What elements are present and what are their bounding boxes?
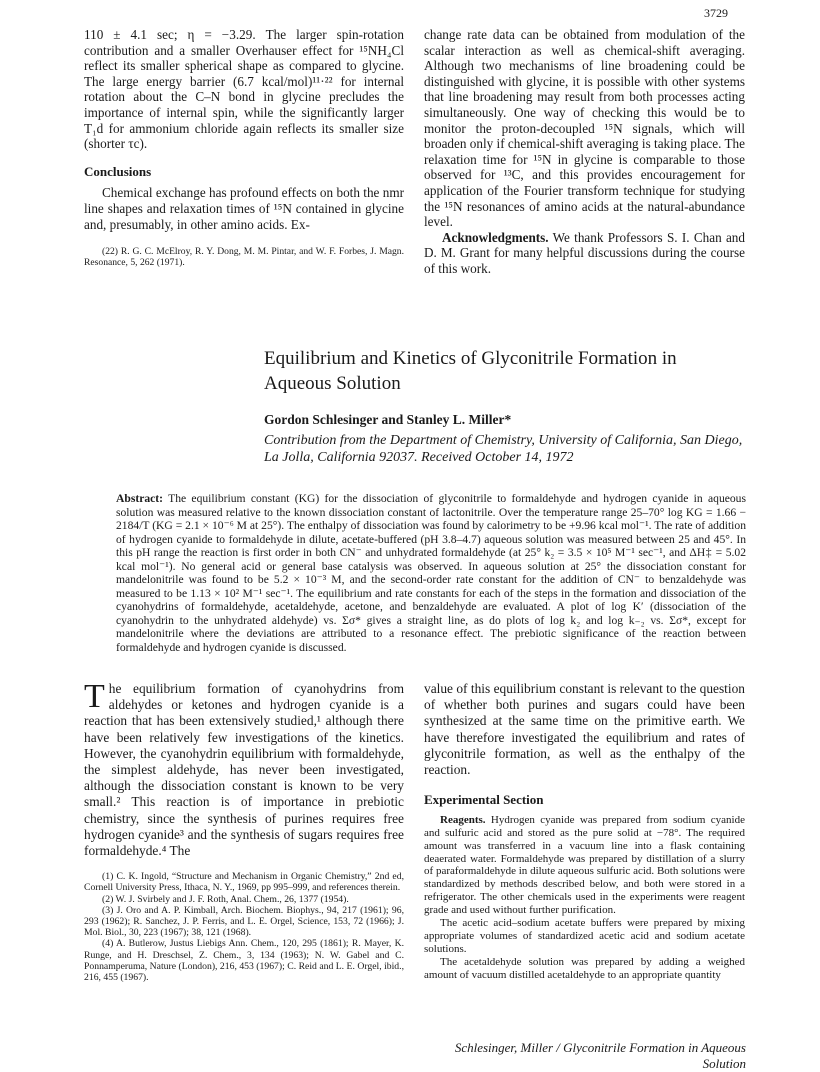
reagents-paragraph bbox=[424, 814, 745, 917]
buffers-paragraph: The acetic acid–sodium acetate buffers were prepared by mixing appropriate volumes of standardized acetic acid and sodium acetate solutions. bbox=[424, 917, 745, 955]
running-footer: Schlesinger, Miller / Glyconitrile Formation in Aqueous Solution bbox=[454, 1040, 746, 1071]
acknowledgments-text: We thank Professors S. I. Chan and D. M. Grant for many helpful discussions during the course of this work. bbox=[424, 229, 745, 276]
acknowledgments-label: Acknowledgments. bbox=[442, 229, 549, 245]
footnote-block bbox=[84, 246, 404, 268]
top-right-column bbox=[424, 27, 745, 277]
intro-text: he equilibrium formation of cyanohydrins from aldehydes or ketones and hydrogen cyanide is a reaction that has been extensively studied,¹ although there have been relatively few investigations of the kinetics. However, the cyanohydrin equilibrium with formaldehyde, the simplest aldehyde, has never been investigated, although the dissociation constant is known to be very small.² This reaction is of importance in prebiotic chemistry, since the synthesis of purines requires free hydrogen cyanide³ and the synthesis of sugars requires free formaldehyde.⁴ The bbox=[84, 681, 404, 859]
reagents-label: Reagents. bbox=[440, 813, 486, 826]
acetaldehyde-paragraph: The acetaldehyde solution was prepared by adding a weighed amount of vacuum distilled acetaldehyde to an appropriate quantity bbox=[424, 955, 745, 981]
footnote: (2) W. J. Svirbely and J. F. Roth, Anal. Chem., 26, 1377 (1954). bbox=[102, 893, 349, 905]
intro-paragraph bbox=[84, 678, 404, 859]
drop-cap: T bbox=[84, 678, 105, 715]
abstract bbox=[116, 492, 746, 654]
article-authors: Gordon Schlesinger and Stanley L. Miller* bbox=[264, 412, 512, 427]
reagents-text: Hydrogen cyanide was prepared from sodium cyanide and sulfuric acid and stored as the pure solid at −78°. The required amount was transferred in a vacuum line into a flask containing deaerated water. Formaldehyde was prepared by distillation of a slurry of paraformaldehyde in dilute aqueous sulfuric acid. Both solutions were standardized by methods described below, and both were stored in a refrigerator. The other chemicals used in the experiments were reagent grade and used without further purification. bbox=[424, 813, 745, 917]
continued-paragraph-right: change rate data can be obtained from modulation of the scalar interaction as well as chemical-shift averaging. Although two mechanisms of line broadening could be distinguished with glycine, it is possible with other systems that line broadening may result from both processes acting simultaneously. One way of checking this would be to monitor the proton-decoupled ¹⁵N signals, which will broaden only if chemical-shift averaging is taking place. The relaxation time for ¹⁵N in glycine is comparable to those observed for ¹³C, and this provides encouragement for application of the Fourier transform technique for studying the ¹⁵N resonances of amino acids at the natural-abundance level. bbox=[424, 27, 745, 230]
article-affiliation: Contribution from the Department of Chemistry, University of California, San Diego, La Jolla, California 92037. Received October 14, 1972 bbox=[264, 433, 743, 465]
experimental-text bbox=[424, 814, 745, 982]
page-number: 3729 bbox=[704, 6, 728, 20]
abstract-label: Abstract: bbox=[116, 492, 164, 505]
body-left-column bbox=[84, 678, 404, 984]
footnote-22: (22) R. G. C. McElroy, R. Y. Dong, M. M. Pintar, and W. F. Forbes, J. Magn. Resonance, 5, 262 (1971). bbox=[84, 246, 404, 269]
abstract-text: The equilibrium constant (KG) for the dissociation of glyconitrile to formaldehyde and hydrogen cyanide in aqueous solution was measured relative to the known dissociation constant of lactonitrile. Over the temperature range 25–70° log KG = 1.66 − 2184/T (KG = 2.1 × 10⁻⁶ M at 25°). The enthalpy of dissociation was found by calorimetry to be +9.96 kcal mol⁻¹. The rate of addition of hydrogen cyanide to formaldehyde in dilute, acetate-buffered (pH 3.8–4.7) aqueous solution was measured between 25 and 45°. In this pH range the reaction is first order in both CN⁻ and unhydrated formaldehyde (at 25° k₂ = 3.5 × 10⁵ M⁻¹ sec⁻¹, and ΔH‡ = 5.02 kcal mol⁻¹). No general acid or general base catalysis was observed. In aqueous solution at 25° the dissociation constant for mandelonitrile was found to be 5.2 × 10⁻³ M, and the second-order rate constant for the addition of CN⁻ to benzaldehyde was measured to be 1.13 × 10² M⁻¹ sec⁻¹. The equilibrium and rate constants for each of the steps in the formation and dissociation of the cyanohydrins of formaldehyde, acetaldehyde, acetone, and benzaldehyde are evaluated. A plot of log K′ (dissociation of the cyanohydrin to the unhydrated aldehyde) vs. Σσ* gives a straight line, as do plots of log k₂ and log k₋₂ vs. Σσ*, except for mandelonitrile where the deviations are attributed to a resonance effect. The prebiotic significance of the reaction between formaldehyde and hydrogen cyanide is discussed. bbox=[116, 492, 746, 654]
article-title: Equilibrium and Kinetics of Glyconitrile Formation in Aqueous Solution bbox=[264, 348, 677, 394]
footnote: (1) C. K. Ingold, “Structure and Mechanism in Organic Chemistry,” 2nd ed, Cornell University Press, Ithaca, N. Y., 1969, pp 995–999, and references therein. bbox=[84, 871, 404, 894]
top-left-column bbox=[84, 27, 404, 270]
experimental-heading: Experimental Section bbox=[424, 792, 544, 808]
footnote: (3) J. Oro and A. P. Kimball, Arch. Biochem. Biophys., 94, 217 (1961); 96, 293 (1962); R. Sanchez, J. P. Ferris, and L. E. Orgel, Science, 153, 72 (1966); J. Mol. Biol., 30, 223 (1967); 38, 121 (1968). bbox=[84, 904, 404, 939]
footnote: (4) A. Butlerow, Justus Liebigs Ann. Chem., 120, 295 (1861); R. Mayer, K. Runge, and H. Dreschsel, Z. Chem., 3, 134 (1963); N. W. Gabel and C. Ponnamperuma, Nature (London), 216, 453 (1967); C. Reid and L. E. Orgel, ibid., 216, 455 (1967). bbox=[84, 938, 404, 984]
footnotes bbox=[84, 871, 404, 983]
conclusions-heading: Conclusions bbox=[84, 163, 152, 179]
body-right-column bbox=[424, 681, 745, 982]
continued-paragraph: 110 ± 4.1 sec; η = −3.29. The larger spin-rotation contribution and a smaller Overhauser effect for ¹⁵NH₄Cl reflect its smaller spherical shape as compared to glycine. The large energy barrier (6.7 kcal/mol)¹¹·²² for internal rotation about the C–N bond in glycine precludes the importance of internal spin, while the significantly larger T₁d for ammonium chloride again reflects its smaller size (shorter τc). bbox=[84, 27, 404, 152]
acknowledgments bbox=[424, 230, 745, 277]
conclusions-paragraph: Chemical exchange has profound effects on both the nmr line shapes and relaxation times of ¹⁵N contained in glycine and, presumably, in other amino acids. Ex- bbox=[84, 185, 404, 232]
title-block bbox=[264, 346, 744, 466]
intro-continued: value of this equilibrium constant is relevant to the question of whether both purines and sugars could have been synthesized at the same time on the primitive earth. We have therefore investigated the equilibrium and rates of glyconitrile formation, as well as the enthalpy of the reaction. bbox=[424, 681, 745, 778]
